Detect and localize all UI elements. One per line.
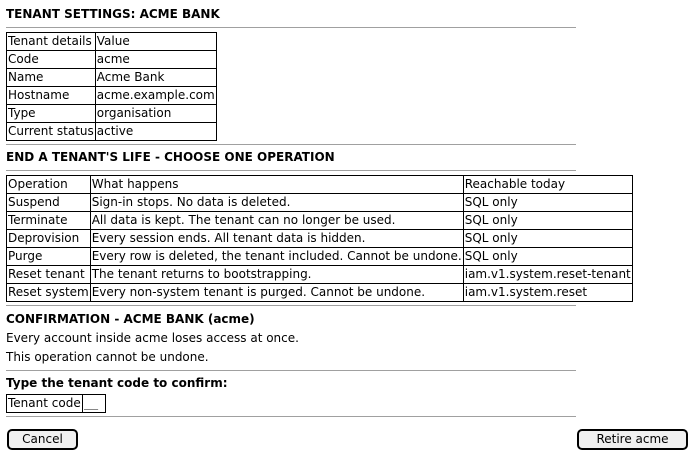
table-row [7, 248, 633, 266]
divider [6, 416, 576, 417]
operation-effect: Every non-system tenant is purged. Cannot be undone. [90, 284, 463, 302]
tenant-settings-page [6, 0, 631, 417]
tenant-code-input[interactable] [83, 395, 105, 412]
detail-value: organisation [95, 105, 216, 123]
operation-reachability: SQL only [463, 212, 632, 230]
detail-key: Type [7, 105, 96, 123]
operation-effect: All data is kept. The tenant can no longer be used. [90, 212, 463, 230]
confirm-prompt: Type the tenant code to confirm: [6, 376, 228, 390]
operation-reachability: iam.v1.system.reset-tenant [463, 266, 632, 284]
retire-tenant-button[interactable]: Retire acme [577, 429, 688, 450]
operation-name: Purge [7, 248, 91, 266]
tenant-code-label: Tenant code [8, 396, 81, 410]
column-header: Operation [7, 176, 91, 194]
column-header: Tenant details [7, 33, 96, 51]
table-row [7, 105, 217, 123]
operations-title: END A TENANT'S LIFE - CHOOSE ONE OPERATION [6, 150, 335, 164]
cancel-button[interactable]: Cancel [7, 429, 78, 450]
column-header: Value [95, 33, 216, 51]
operation-effect: The tenant returns to bootstrapping. [90, 266, 463, 284]
operation-effect: Sign-in stops. No data is deleted. [90, 194, 463, 212]
column-header: Reachable today [463, 176, 632, 194]
operation-effect: Every session ends. All tenant data is hidden. [90, 230, 463, 248]
detail-value: acme [95, 51, 216, 69]
operation-reachability: SQL only [463, 248, 632, 266]
table-row [7, 87, 217, 105]
detail-value: active [95, 123, 216, 141]
detail-key: Current status [7, 123, 96, 141]
settings-title: TENANT SETTINGS: ACME BANK [6, 7, 220, 21]
tenant-code-field [6, 394, 106, 413]
operation-name: Reset system [7, 284, 91, 302]
table-row [7, 51, 217, 69]
table-row [7, 69, 217, 87]
operations-table [6, 175, 633, 302]
table-row [7, 212, 633, 230]
table-row [7, 284, 633, 302]
table-row [7, 230, 633, 248]
detail-key: Hostname [7, 87, 96, 105]
operation-name: Suspend [7, 194, 91, 212]
column-header: What happens [90, 176, 463, 194]
operation-reachability: SQL only [463, 230, 632, 248]
confirmation-irreversible-note: This operation cannot be undone. [6, 350, 209, 364]
operation-name: Terminate [7, 212, 91, 230]
operation-name: Deprovision [7, 230, 91, 248]
detail-value: acme.example.com [95, 87, 216, 105]
operation-name: Reset tenant [7, 266, 91, 284]
table-row [7, 266, 633, 284]
operation-reachability: SQL only [463, 194, 632, 212]
confirmation-title: CONFIRMATION - ACME BANK (acme) [6, 312, 255, 326]
detail-key: Code [7, 51, 96, 69]
detail-key: Name [7, 69, 96, 87]
table-row [7, 123, 217, 141]
table-header-row [7, 176, 633, 194]
operation-reachability: iam.v1.system.reset [463, 284, 632, 302]
confirmation-warning: Every account inside acme loses access at once. [6, 331, 299, 345]
operation-effect: Every row is deleted, the tenant included. Cannot be undone. [90, 248, 463, 266]
table-row [7, 194, 633, 212]
detail-value: Acme Bank [95, 69, 216, 87]
tenant-details-table [6, 32, 217, 141]
table-header-row [7, 33, 217, 51]
